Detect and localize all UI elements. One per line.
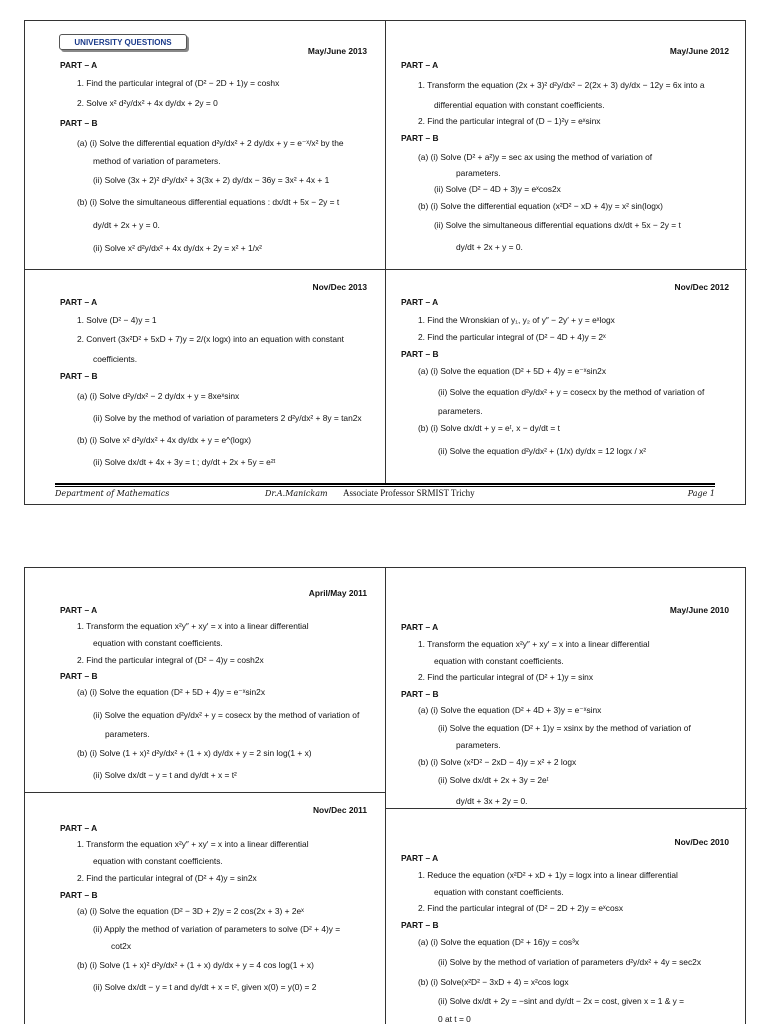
part-b-heading: PART – B (60, 890, 98, 900)
question-text: 2. Find the particular integral of (D² − 2D + 2)y = eˣcosx (418, 903, 624, 913)
footer-rule (55, 486, 715, 487)
question-text: (a) (i) Solve the equation (D² + 16)y = cos³x (418, 937, 580, 947)
exam-date: May/June 2010 (669, 605, 729, 615)
question-block-nov-dec-2013 (25, 270, 385, 483)
question-text: 1. Transform the equation x²y″ + xy′ = x into a linear differential (77, 621, 309, 631)
question-text: 1. Solve (D² − 4)y = 1 (77, 315, 157, 325)
question-text: (ii) Solve x² d²y/dx² + 4x dy/dx + 2y = x² + 1/x² (93, 243, 262, 253)
question-text: 2. Find the particular integral of (D² + 1)y = sinx (418, 672, 594, 682)
question-text: equation with constant coefficients. (93, 638, 223, 648)
footer-role: Associate Professor SRMIST Trichy (343, 488, 475, 498)
exam-date: May/June 2012 (669, 46, 729, 56)
exam-date: Nov/Dec 2012 (674, 282, 729, 292)
page-footer (55, 483, 715, 501)
part-a-heading: PART – A (401, 297, 439, 307)
part-b-heading: PART – B (60, 118, 98, 128)
question-block-nov-dec-2010 (386, 809, 747, 1024)
question-text: 2. Convert (3x²D² + 5xD + 7)y = 2/(x logx) into an equation with constant (77, 334, 344, 344)
question-text: (ii) Solve dx/dt − y = t and dy/dt + x = t² (93, 770, 237, 780)
exam-date: Nov/Dec 2010 (674, 837, 729, 847)
part-a-heading: PART – A (60, 823, 98, 833)
question-text: 2. Find the particular integral of (D² + 4)y = sin2x (77, 873, 257, 883)
part-a-heading: PART – A (401, 60, 439, 70)
footer-author: Dr.A.Manickam (265, 489, 328, 498)
question-text: (ii) Solve the equation d²y/dx² + y = cosecx by the method of variation of (438, 387, 705, 397)
question-text: (a) (i) Solve the differential equation d²y/dx² + 2 dy/dx + y = e⁻ˣ/x² by the (77, 138, 344, 148)
question-text: 1. Transform the equation x²y″ + xy′ = x into a linear differential (77, 839, 309, 849)
question-text: equation with constant coefficients. (434, 656, 564, 666)
question-text: (b) (i) Solve (1 + x)² d²y/dx² + (1 + x) dy/dx + y = 2 sin log(1 + x) (77, 748, 312, 758)
question-text: 1. Reduce the equation (x²D² + xD + 1)y = logx into a linear differential (418, 870, 678, 880)
part-a-heading: PART – A (60, 605, 98, 615)
footer-page-number: Page 1 (687, 489, 715, 498)
question-text: 2. Find the particular integral of (D − 1)²y = eˣsinx (418, 116, 601, 126)
question-text: 2. Find the particular integral of (D² − 4)y = cosh2x (77, 655, 264, 665)
question-text: (b) (i) Solve dx/dt + y = eᵗ, x − dy/dt = t (418, 423, 560, 433)
question-text: 1. Find the Wronskian of y₁, y₂ of y″ − 2y′ + y = eˣlogx (418, 315, 615, 325)
part-b-heading: PART – B (401, 689, 439, 699)
question-text: (ii) Solve (3x + 2)² d²y/dx² + 3(3x + 2) dy/dx − 36y = 3x² + 4x + 1 (93, 175, 330, 185)
question-block-may-june-2010 (386, 568, 747, 808)
question-block-nov-dec-2011 (25, 793, 385, 1024)
question-text: dy/dt + 3x + 2y = 0. (456, 796, 528, 806)
question-text: (ii) Solve the simultaneous differential equations dx/dt + 5x − 2y = t (434, 220, 681, 230)
question-text: (b) (i) Solve x² d²y/dx² + 4x dy/dx + y = e^(logx) (77, 435, 252, 445)
part-a-heading: PART – A (60, 297, 98, 307)
part-b-heading: PART – B (401, 133, 439, 143)
part-b-heading: PART – B (60, 671, 98, 681)
question-text: parameters. (438, 406, 483, 416)
question-text: (ii) Solve by the method of variation of parameters 2 d²y/dx² + 8y = tan2x (93, 413, 362, 423)
question-text: parameters. (105, 729, 150, 739)
question-text: (ii) Solve the equation d²y/dx² + y = cosecx by the method of variation of (93, 710, 360, 720)
question-text: (ii) Apply the method of variation of parameters to solve (D² + 4)y = (93, 924, 341, 934)
question-text: 1. Find the particular integral of (D² − 2D + 1)y = coshx (77, 78, 280, 88)
question-text: (ii) Solve dx/dt + 2x + 3y = 2eᵗ (438, 775, 549, 785)
question-block-may-june-2012 (386, 21, 747, 269)
question-text: (a) (i) Solve the equation (D² + 5D + 4)y = e⁻ˣsin2x (77, 687, 266, 697)
question-text: (ii) Solve the equation d²y/dx² + (1/x) dy/dx = 12 logx / x² (438, 446, 647, 456)
question-text: coefficients. (93, 354, 138, 364)
part-b-heading: PART – B (60, 371, 98, 381)
footer-department: Department of Mathematics (55, 489, 170, 498)
question-text: dy/dt + 2x + y = 0. (93, 220, 160, 230)
question-text: equation with constant coefficients. (434, 887, 564, 897)
question-text: equation with constant coefficients. (93, 856, 223, 866)
question-text: (b) (i) Solve the simultaneous differential equations : dx/dt + 5x − 2y = t (77, 197, 340, 207)
question-text: 1. Transform the equation (2x + 3)² d²y/dx² − 2(2x + 3) dy/dx − 12y = 6x into a (418, 80, 705, 90)
document-page-1 (24, 20, 746, 505)
exam-date: Nov/Dec 2011 (312, 805, 367, 815)
question-text: (b) (i) Solve (1 + x)² d²y/dx² + (1 + x) dy/dx + y = 4 cos log(1 + x) (77, 960, 314, 970)
question-text: (a) (i) Solve the equation (D² + 5D + 4)y = e⁻ˣsin2x (418, 366, 607, 376)
question-text: 0 at t = 0 (438, 1014, 471, 1024)
question-block-april-may-2011 (25, 568, 385, 792)
question-block-nov-dec-2012 (386, 270, 747, 483)
question-text: (b) (i) Solve(x²D² − 3xD + 4) = x²cos logx (418, 977, 569, 987)
question-text: (b) (i) Solve (x²D² − 2xD − 4)y = x² + 2 logx (418, 757, 577, 767)
part-b-heading: PART – B (401, 349, 439, 359)
university-questions-badge: UNIVERSITY QUESTIONS (59, 34, 187, 50)
question-text: (ii) Solve dx/dt − y = t and dy/dt + x = t², given x(0) = y(0) = 2 (93, 982, 317, 992)
question-text: (a) (i) Solve the equation (D² + 4D + 3)y = e⁻ˣsinx (418, 705, 602, 715)
question-text: (b) (i) Solve the differential equation (x²D² − xD + 4)y = x² sin(logx) (418, 201, 663, 211)
question-text: method of variation of parameters. (93, 156, 221, 166)
question-text: parameters. (456, 740, 501, 750)
question-text: cot2x (111, 941, 132, 951)
exam-date: Nov/Dec 2013 (312, 282, 367, 292)
question-text: (a) (i) Solve the equation (D² − 3D + 2)y = 2 cos(2x + 3) + 2eˣ (77, 906, 304, 916)
footer-rule (55, 483, 715, 485)
question-text: differential equation with constant coefficients. (434, 100, 605, 110)
question-text: (ii) Solve the equation (D² + 1)y = xsinx by the method of variation of (438, 723, 691, 733)
question-text: 2. Find the particular integral of (D² − 4D + 4)y = 2ˣ (418, 332, 606, 342)
document-page-2 (24, 567, 746, 1024)
question-block-may-june-2013 (25, 21, 385, 269)
part-b-heading: PART – B (401, 920, 439, 930)
question-text: 2. Solve x² d²y/dx² + 4x dy/dx + 2y = 0 (77, 98, 218, 108)
part-a-heading: PART – A (401, 622, 439, 632)
question-text: 1. Transform the equation x²y″ + xy′ = x into a linear differential (418, 639, 650, 649)
exam-date: May/June 2013 (307, 46, 367, 56)
exam-date: April/May 2011 (308, 588, 367, 598)
question-text: (ii) Solve dx/dt + 2y = −sint and dy/dt − 2x = cost, given x = 1 & y = (438, 996, 685, 1006)
question-text: dy/dt + 2x + y = 0. (456, 242, 523, 252)
question-text: (ii) Solve (D² − 4D + 3)y = eˣcos2x (434, 184, 561, 194)
question-text: (a) (i) Solve d²y/dx² − 2 dy/dx + y = 8xeˣsinx (77, 391, 240, 401)
part-a-heading: PART – A (60, 60, 98, 70)
question-text: (ii) Solve by the method of variation of parameters d²y/dx² + 4y = sec2x (438, 957, 702, 967)
question-text: parameters. (456, 168, 501, 178)
question-text: (ii) Solve dx/dt + 4x + 3y = t ; dy/dt + 2x + 5y = e²ᵗ (93, 457, 276, 467)
part-a-heading: PART – A (401, 853, 439, 863)
question-text: (a) (i) Solve (D² + a²)y = sec ax using the method of variation of (418, 152, 653, 162)
